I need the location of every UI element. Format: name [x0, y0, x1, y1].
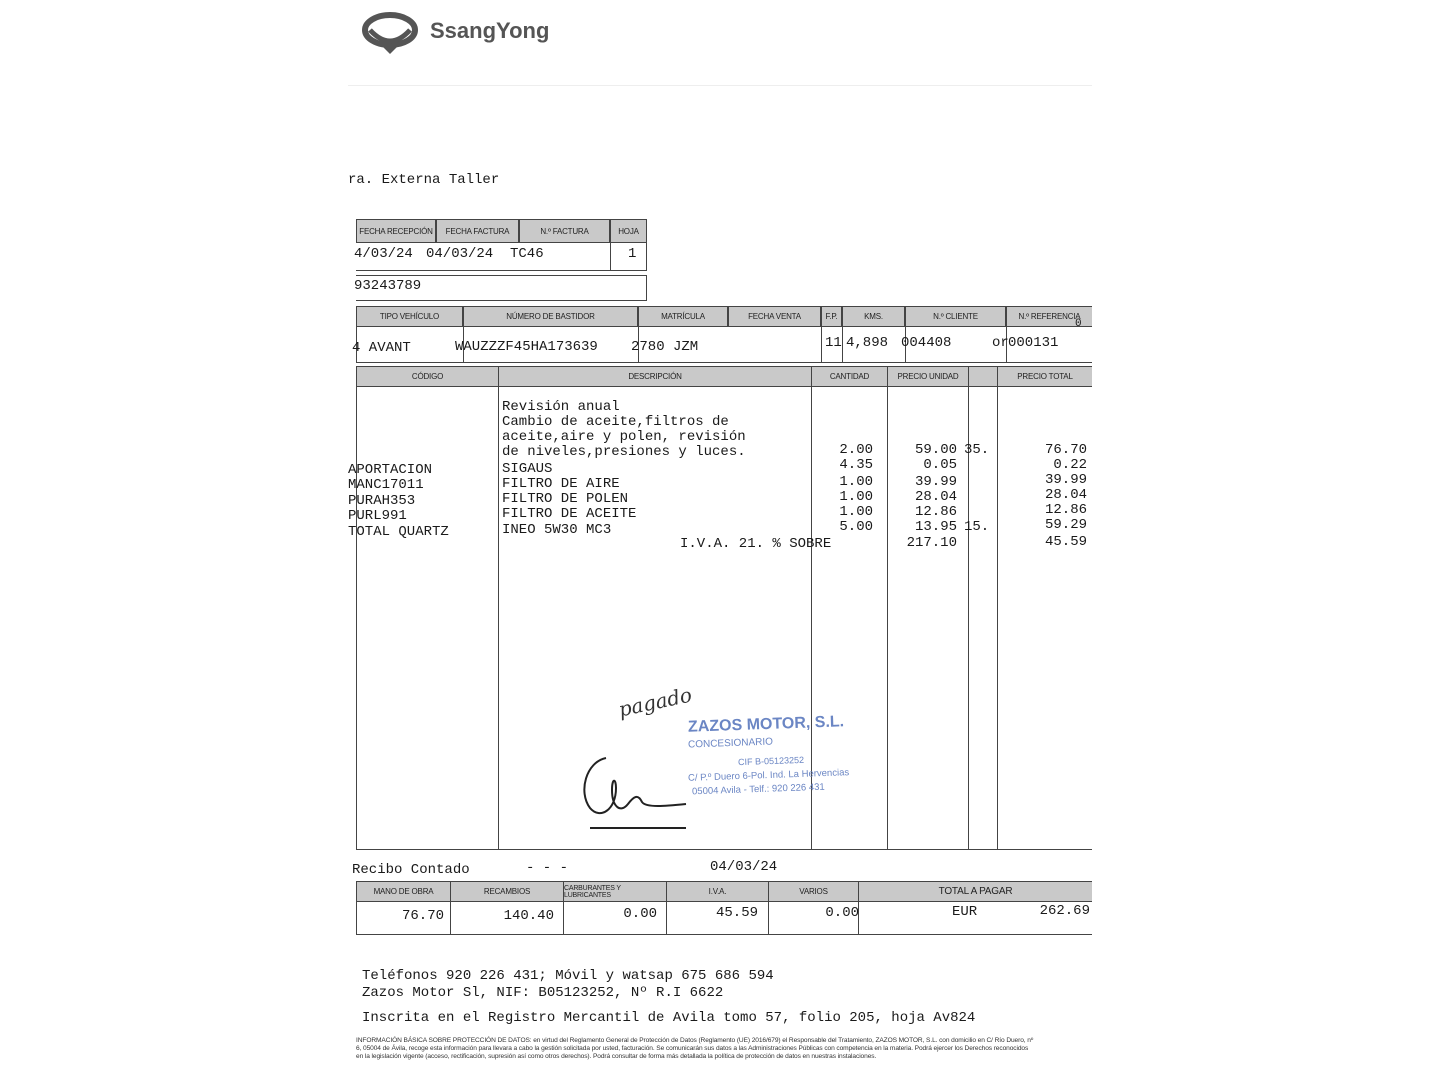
hoja-value: 1 — [628, 246, 637, 262]
ssangyong-logo — [356, 8, 586, 58]
row-desc: FILTRO DE ACEITE — [502, 506, 637, 522]
iva-line-base: 217.10 — [906, 535, 957, 551]
row-qty: 5.00 — [839, 519, 873, 535]
fecha-factura-value: 04/03/24 — [426, 246, 494, 262]
label-kms: KMS. — [842, 306, 905, 327]
stamp-city: 05004 Avila - Telf.: 920 226 431 — [691, 781, 825, 798]
label-iva: I.V.A. — [666, 881, 769, 902]
row-code: TOTAL QUARTZ — [348, 524, 449, 540]
label-descripcion: DESCRIPCIÓN — [498, 366, 812, 387]
contact-company: Zazos Motor Sl, NIF: B05123252, Nº R.I 6622 — [362, 985, 724, 1001]
bastidor-value: WAUZZZF45HA173639 — [455, 339, 598, 355]
row-total: 12.86 — [1044, 502, 1087, 518]
row-total: 76.70 — [1044, 442, 1087, 458]
mano-obra-value: 76.70 — [401, 908, 444, 924]
fp-value: 11 — [825, 335, 842, 351]
row-total: 39.99 — [1044, 472, 1087, 488]
row-desc: FILTRO DE AIRE — [502, 476, 620, 492]
matricula-value: 2780 JZM — [631, 339, 699, 355]
ssangyong-emblem-icon — [356, 8, 586, 58]
label-numero-referencia: N.º REFERENCIA — [1006, 306, 1092, 327]
payment-label: Recibo Contado — [352, 862, 470, 878]
label-numero-factura: N.º FACTURA — [519, 219, 610, 243]
divider — [498, 386, 499, 850]
label-tipo-vehiculo: TIPO VEHÍCULO — [356, 306, 463, 327]
row-unit: 28.04 — [914, 489, 957, 505]
row-code: PURL991 — [348, 508, 407, 524]
privacy-notice: INFORMACIÓN BÁSICA SOBRE PROTECCIÓN DE DATOS: en virtud del Reglamento General de Protección de Datos (Reglamento (UE) 2016/679) el Responsable del Tratamiento, ZAZOS MOTOR, S.L. con domicilio en C/ Río Duero, nº 6, 05004 de Ávila, recoge esta información para llevara a cabo la gestión solicitada por usted, facturación. Se comunicarán sus datos a las Administraciones Públicas con competencia en la materia. Podrá ejercer los Derechos reconocidos en la legislación vigente (acceso, rectificación, supresión así como otros derechos). Podrá consultar de forma más detallada la política de protección de datos en nuestras instalaciones. — [356, 1037, 1034, 1060]
label-numero-bastidor: NÚMERO DE BASTIDOR — [463, 306, 638, 327]
tipo-vehiculo-value: 4 AVANT — [352, 340, 411, 356]
label-fecha-factura: FECHA FACTURA — [436, 219, 519, 243]
row-code: MANC17011 — [348, 477, 424, 493]
payment-date: 04/03/24 — [710, 859, 778, 875]
stamp-company: ZAZOS MOTOR, S.L. — [687, 713, 845, 736]
divider — [842, 326, 843, 363]
cliente-value: 004408 — [901, 335, 952, 351]
row-code: PURAH353 — [348, 493, 416, 509]
stamp-subtitle: CONCESIONARIO — [687, 736, 774, 751]
divider — [610, 242, 611, 271]
row-code: APORTACION — [348, 462, 433, 478]
carburantes-value: 0.00 — [623, 906, 657, 922]
iva-line-total: 45.59 — [1044, 534, 1087, 550]
stamp-cif: CIF B-05123252 — [737, 754, 805, 768]
row-unit: 13.95 — [914, 519, 957, 535]
row-total: 28.04 — [1044, 487, 1087, 503]
iva-line-text: I.V.A. 21. % SOBRE — [680, 536, 832, 552]
stamp-address: C/ P.º Duero 6-Pol. Ind. La Hervencias — [687, 767, 850, 784]
referencia-prefix: or — [992, 335, 1009, 351]
varios-value: 0.00 — [825, 905, 859, 921]
label-varios: VARIOS — [768, 881, 859, 902]
account-value: 93243789 — [354, 278, 422, 294]
document-title: ra. Externa Taller — [348, 172, 500, 188]
divider — [821, 326, 822, 363]
contact-phones: Teléfonos 920 226 431; Móvil y watsap 675 686 594 — [362, 968, 774, 984]
description-line: aceite,aire y polen, revisión — [502, 429, 746, 445]
label-carburantes: CARBURANTES Y LUBRICANTES — [563, 881, 667, 902]
row-qty: 1.00 — [839, 474, 873, 490]
row-total: 0.22 — [1053, 457, 1087, 473]
label-fp: F.P. — [821, 306, 842, 327]
kms-value: 4,898 — [846, 335, 889, 351]
label-numero-cliente: N.º CLIENTE — [905, 306, 1006, 327]
payment-dashes: - - - — [526, 860, 569, 876]
svg-text:SsangYong: SsangYong — [430, 18, 550, 43]
recambios-value: 140.40 — [503, 908, 554, 924]
iva-value: 45.59 — [715, 905, 758, 921]
label-hoja: HOJA — [610, 219, 647, 243]
description-line: Revisión anual — [502, 399, 620, 415]
handwritten-note: pagado — [616, 682, 694, 722]
label-precio-total: PRECIO TOTAL — [997, 366, 1092, 387]
row-unit: 12.86 — [914, 504, 957, 520]
row-discount: 15. — [964, 519, 990, 535]
label-fecha-recepcion: FECHA RECEPCIÓN — [356, 219, 436, 243]
row-total: 59.29 — [1044, 517, 1087, 533]
row-discount: 35. — [964, 442, 990, 458]
signature-icon — [576, 748, 696, 832]
description-line: Cambio de aceite,filtros de — [502, 414, 729, 430]
label-recambios: RECAMBIOS — [450, 881, 564, 902]
label-total-pagar: TOTAL A PAGAR — [858, 881, 1092, 902]
row-qty: 1.00 — [839, 489, 873, 505]
row-unit: 59.00 — [914, 442, 957, 458]
row-qty: 1.00 — [839, 504, 873, 520]
contact-registry: Inscrita en el Registro Mercantil de Avila tomo 57, folio 205, hoja Av824 — [362, 1010, 976, 1026]
header-divider — [348, 85, 1092, 86]
label-matricula: MATRÍCULA — [638, 306, 728, 327]
referencia-mark: 0 — [1075, 318, 1082, 330]
label-descuento — [968, 366, 998, 387]
row-qty: 2.00 — [839, 442, 873, 458]
row-desc: SIGAUS — [502, 461, 553, 477]
total-value: 262.69 — [1039, 903, 1090, 919]
currency-value: EUR — [952, 904, 978, 920]
label-codigo: CÓDIGO — [356, 366, 499, 387]
row-unit: 0.05 — [923, 457, 957, 473]
row-unit: 39.99 — [914, 474, 957, 490]
numero-factura-value: TC46 — [510, 246, 544, 262]
referencia-value: 000131 — [1008, 335, 1059, 351]
label-cantidad: CANTIDAD — [811, 366, 888, 387]
fecha-recepcion-value: 4/03/24 — [354, 246, 413, 262]
row-desc: de niveles,presiones y luces. — [502, 444, 746, 460]
row-desc: INEO 5W30 MC3 — [502, 522, 612, 538]
label-fecha-venta: FECHA VENTA — [728, 306, 821, 327]
invoice-page — [348, 0, 1092, 1080]
label-mano-obra: MANO DE OBRA — [356, 881, 451, 902]
row-qty: 4.35 — [839, 457, 873, 473]
label-precio-unidad: PRECIO UNIDAD — [887, 366, 969, 387]
row-desc: FILTRO DE POLEN — [502, 491, 629, 507]
